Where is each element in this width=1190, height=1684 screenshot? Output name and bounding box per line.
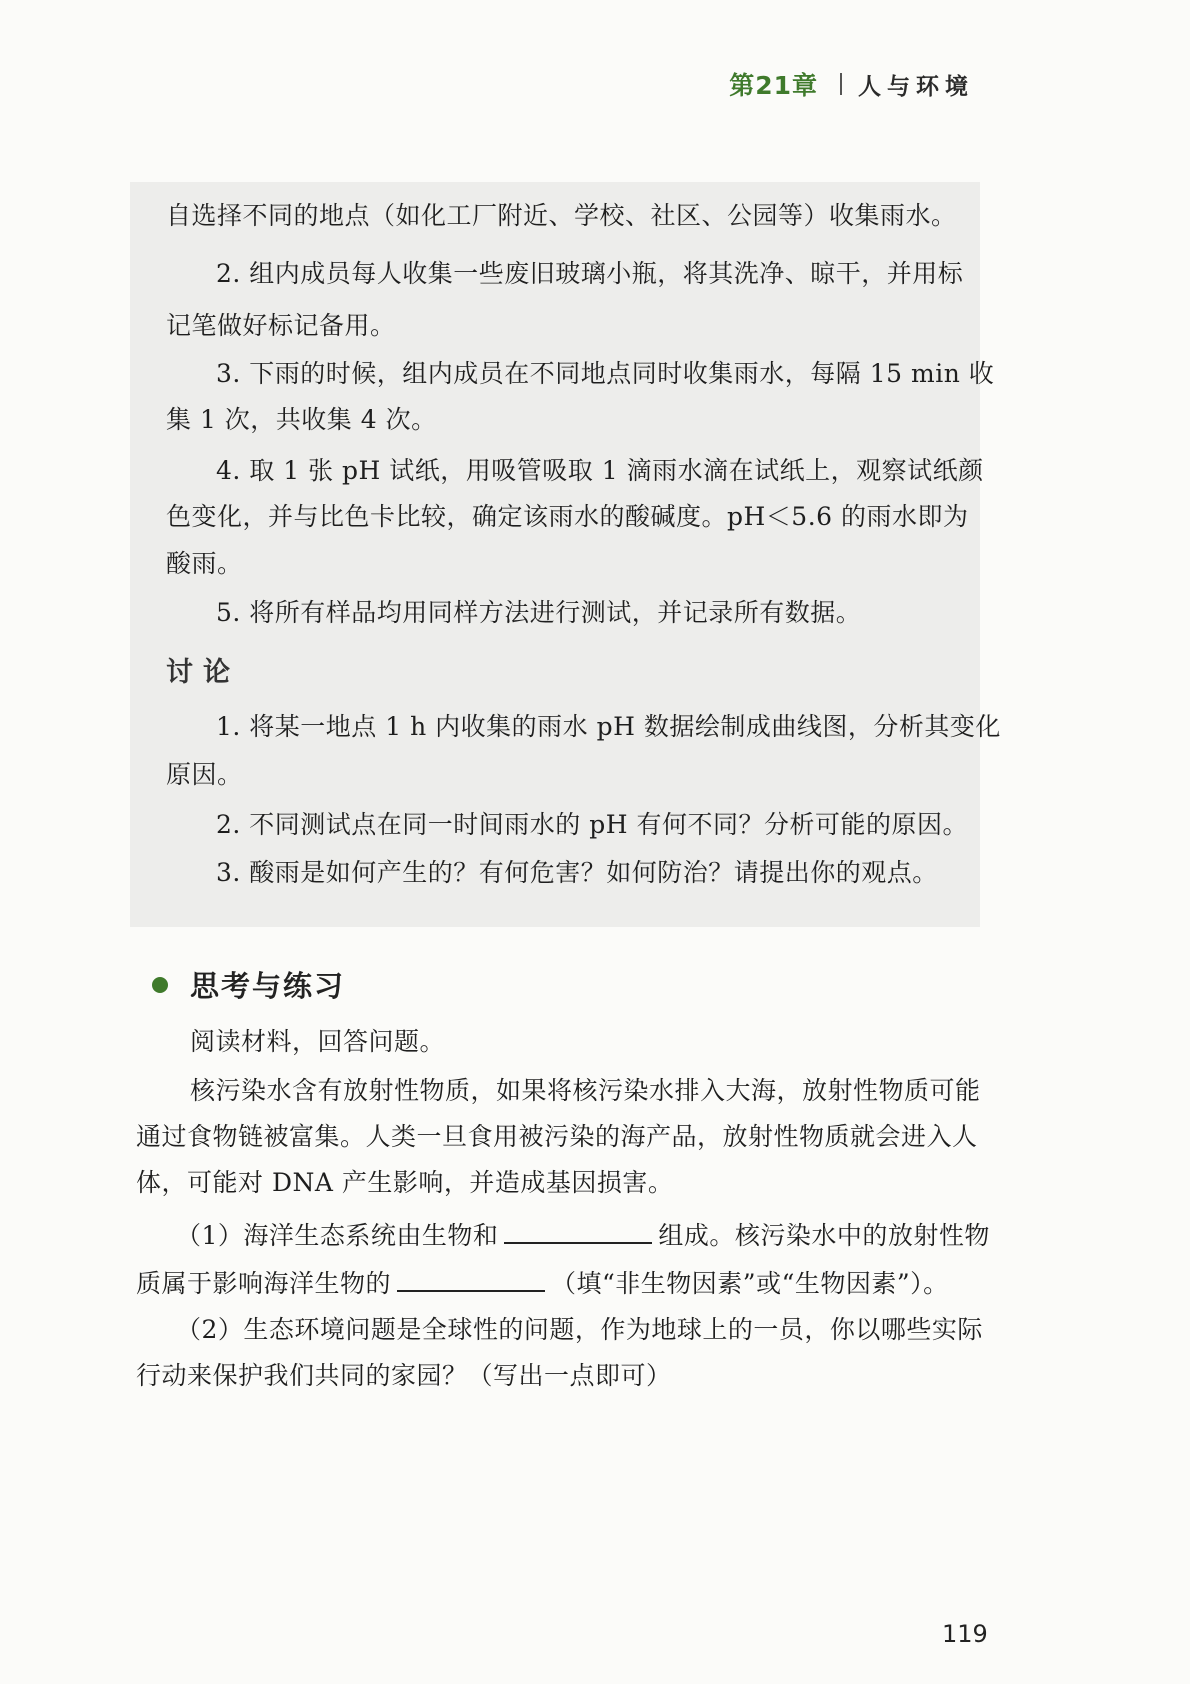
answer-blank bbox=[397, 1266, 545, 1292]
exercise-intro: 阅读材料，回答问题。 bbox=[190, 1027, 446, 1056]
chapter-number: 第21章 bbox=[729, 71, 818, 100]
passage-line: 体，可能对 DNA 产生影响，并造成基因损害。 bbox=[136, 1168, 674, 1197]
activity-line: 4. 取 1 张 pH 试纸，用吸管吸取 1 滴雨水滴在试纸上，观察试纸颜 bbox=[216, 456, 984, 485]
activity-line: 色变化，并与比色卡比较，确定该雨水的酸碱度。pH＜5.6 的雨水即为 bbox=[166, 502, 969, 531]
discussion-line: 2. 不同测试点在同一时间雨水的 pH 有何不同？分析可能的原因。 bbox=[216, 810, 969, 839]
question-1-line-1 bbox=[176, 1218, 990, 1251]
question-1-text: （1）海洋生态系统由生物和 bbox=[176, 1221, 499, 1250]
question-1-text: 组成。核污染水中的放射性物 bbox=[658, 1221, 990, 1250]
activity-line: 3. 下雨的时候，组内成员在不同地点同时收集雨水，每隔 15 min 收 bbox=[216, 359, 995, 388]
activity-line: 记笔做好标记备用。 bbox=[166, 311, 396, 340]
discussion-line: 1. 将某一地点 1 h 内收集的雨水 pH 数据绘制成曲线图，分析其变化 bbox=[216, 712, 1001, 741]
discussion-heading: 讨论 bbox=[166, 657, 240, 688]
activity-line: 自选择不同的地点（如化工厂附近、学校、社区、公园等）收集雨水。 bbox=[166, 201, 957, 230]
activity-line: 5. 将所有样品均用同样方法进行测试，并记录所有数据。 bbox=[216, 598, 862, 627]
chapter-header bbox=[729, 66, 974, 102]
passage-line: 核污染水含有放射性物质，如果将核污染水排入大海，放射性物质可能 bbox=[190, 1076, 981, 1105]
question-2-line: 行动来保护我们共同的家园？（写出一点即可） bbox=[136, 1361, 672, 1390]
question-1-text: （填“非生物因素”或“生物因素”）。 bbox=[551, 1269, 949, 1298]
bullet-dot-icon bbox=[152, 977, 168, 993]
chapter-title: 人与环境 bbox=[858, 73, 974, 100]
activity-line: 集 1 次，共收集 4 次。 bbox=[166, 405, 437, 434]
passage-line: 通过食物链被富集。人类一旦食用被污染的海产品，放射性物质就会进入人 bbox=[136, 1122, 978, 1151]
activity-line: 酸雨。 bbox=[166, 549, 243, 578]
header-divider bbox=[840, 73, 842, 95]
exercise-title: 思考与练习 bbox=[190, 969, 346, 1003]
discussion-line: 3. 酸雨是如何产生的？有何危害？如何防治？请提出你的观点。 bbox=[216, 858, 938, 887]
discussion-line: 原因。 bbox=[166, 760, 243, 789]
answer-blank bbox=[504, 1218, 652, 1244]
exercise-section-title bbox=[152, 964, 345, 1005]
question-1-text: 质属于影响海洋生物的 bbox=[136, 1269, 392, 1298]
question-1-line-2 bbox=[136, 1266, 949, 1299]
question-2-line: （2）生态环境问题是全球性的问题，作为地球上的一员，你以哪些实际 bbox=[176, 1315, 983, 1344]
activity-line: 2. 组内成员每人收集一些废旧玻璃小瓶，将其洗净、晾干，并用标 bbox=[216, 259, 964, 288]
page-number: 119 bbox=[942, 1620, 988, 1648]
